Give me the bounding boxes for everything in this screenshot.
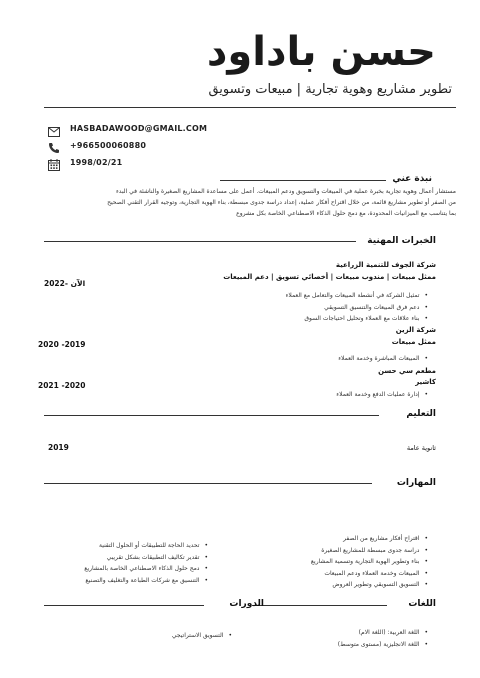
- list-item: • بناء وتطوير الهوية التجارية وتسمية المشاريع: [228, 556, 428, 568]
- contact-email[interactable]: HASBADAWOOD@GMAIL.COM: [70, 123, 208, 133]
- contact-phone-row: [48, 138, 146, 152]
- courses-list: [82, 630, 232, 642]
- list-item: • اللغة العربية: (اللغة الام): [248, 627, 428, 639]
- skills-section-title: المهارات: [396, 478, 436, 488]
- education-year: 2019: [48, 443, 69, 452]
- experience-section-title: الخبرات المهنية: [367, 236, 436, 246]
- candidate-headline: تطوير مشاريع وهوية تجارية | مبيعات وتسويق: [208, 82, 452, 97]
- header-divider: [44, 107, 456, 108]
- about-paragraph: [44, 186, 456, 219]
- about-line: مستشار أعمال وهوية تجارية بخبرة عملية في المبيعات والتسويق ودعم المبيعات. أعمل على مساعدة المشاريع الصغيرة والناشئة في البدء: [115, 188, 456, 195]
- job-company: مطعم سي حسن: [378, 367, 436, 375]
- skills-list-left: [28, 540, 208, 586]
- list-item: • اقتراح أفكار مشاريع من الصفر: [228, 533, 428, 545]
- job-company: شركة الجوف للتنمية الزراعية: [335, 261, 436, 269]
- education-degree: ثانوية عامة: [406, 444, 436, 452]
- phone-icon: [48, 139, 64, 151]
- list-item: • تمثيل الشركة في أنشطة المبيعات والتعامل مع العملاء: [168, 290, 428, 302]
- languages-list: [248, 627, 428, 650]
- job-bullets: [168, 290, 428, 325]
- list-item: • بناء علاقات مع العملاء وتحليل احتياجات السوق: [168, 313, 428, 325]
- list-item: • إدارة عمليات الدفع وخدمة العملاء: [228, 389, 428, 401]
- skills-divider: [44, 483, 372, 484]
- contact-email-row: [48, 121, 207, 135]
- languages-divider: [252, 605, 387, 606]
- job-role: ممثل مبيعات | مندوب مبيعات | أخصائي تسويق | دعم المبيعات: [223, 273, 436, 281]
- job-date: 2022- الآن: [44, 279, 86, 288]
- job-bullets: [228, 389, 428, 401]
- contact-phone[interactable]: +966500060880: [70, 140, 147, 150]
- contact-birthdate: 1998/02/21: [70, 157, 123, 167]
- list-item: • التسويق التسويقي وتطوير العروض: [228, 579, 428, 591]
- languages-section-title: اللغات: [408, 599, 436, 609]
- list-item: • دعم فرق المبيعات والتنسيق التسويقي: [168, 302, 428, 314]
- list-item: • التسويق الاستراتيجي: [82, 630, 232, 642]
- job-role: ممثل مبيعات: [391, 338, 436, 346]
- experience-divider: [44, 241, 356, 242]
- skills-list-right: [228, 533, 428, 591]
- about-line: من الصفر أو تطوير مشاريع قائمة، من خلال اقتراح أفكار عملية، إعداد دراسة جدوى مبسطة، بناء الهوية التجارية، وتوجيه القرار التقني الصحيح: [107, 199, 456, 206]
- list-item: • تحديد الحاجة للتطبيقات أو الحلول التقنية: [28, 540, 208, 552]
- job-role: كاشير: [415, 378, 436, 386]
- calendar-icon: [48, 156, 64, 168]
- list-item: • تقدير تكاليف التطبيقات بشكل تقريبي: [28, 552, 208, 564]
- education-divider: [44, 415, 379, 416]
- email-icon: [48, 122, 64, 134]
- job-date: 2020 -2019: [38, 340, 86, 349]
- list-item: • اللغة الانجليزية (مستوى متوسط): [248, 639, 428, 651]
- education-section-title: التعليم: [406, 409, 436, 419]
- list-item: • المبيعات المباشرة وخدمة العملاء: [228, 353, 428, 365]
- job-company: شركة الزين: [395, 326, 436, 334]
- list-item: • دراسة جدوى مبسطة للمشاريع الصغيرة: [228, 545, 428, 557]
- about-divider: [220, 180, 386, 181]
- job-bullets: [228, 353, 428, 365]
- about-section-title: نبذة عني: [392, 174, 432, 184]
- contact-birthdate-row: [48, 155, 122, 169]
- candidate-name: حسن باداود: [206, 29, 436, 75]
- job-date: 2021 -2020: [38, 381, 86, 390]
- courses-divider: [44, 605, 204, 606]
- about-line: بما يتناسب مع الميزانيات المحدودة، مع دمج حلول الذكاء الاصطناعي الخاصة بكل مشروع: [236, 210, 456, 217]
- list-item: • التنسيق مع شركات الطباعة والتغليف والتصنيع: [28, 575, 208, 587]
- courses-section-title: الدورات: [229, 599, 264, 609]
- list-item: • دمج حلول الذكاء الاصطناعي الخاصة بالمشاريع: [28, 563, 208, 575]
- list-item: • المبيعات وخدمة العملاء ودعم المبيعات: [228, 568, 428, 580]
